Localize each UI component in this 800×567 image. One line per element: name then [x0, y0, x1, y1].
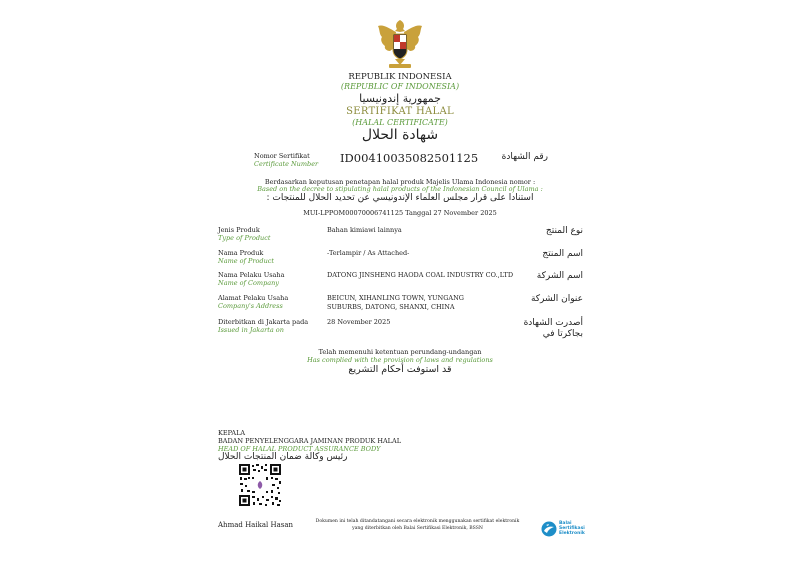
field-value-product-type: Bahan kimiawi lainnya	[327, 226, 402, 234]
decree-text: Berdasarkan keputusan penetapan halal produk Majelis Ulama Indonesia nomor :	[264, 178, 536, 186]
signatory-name: Ahmad Haikal Hasan	[218, 521, 294, 529]
field-label-issued-date: Diterbitkan di Jakarta pada Issued in Jakarta on	[218, 318, 309, 334]
country-name-ar: جمهورية إندونيسيا	[359, 92, 441, 105]
signatory-role: KEPALA	[218, 429, 246, 437]
field-label-product-type-ar: نوع المنتج	[545, 226, 583, 236]
electronic-signature-note: Dokumen ini telah ditandatangani secara elektronik menggunakan sertifikat elektronik yang diterbitkan oleh Balai Sertifikasi Elektronik, BSSN	[315, 519, 520, 531]
certificate-number-label-ar: رقم الشهادة	[501, 152, 548, 162]
field-label-company-name: Nama Pelaku Usaha Name of Company	[218, 271, 285, 287]
certificate-number-label: Nomor Sertifikat Certificate Number	[254, 152, 319, 168]
compliance-text: Telah memenuhi ketentuan perundang-undangan	[318, 348, 482, 356]
field-value-company-address: BEICUN, XIHANLING TOWN, YUNGANG SUBURBS, DATONG, SHANXI, CHINA	[327, 294, 464, 311]
field-label-company-name-ar: اسم الشركة	[536, 271, 583, 281]
field-label-product-name-ar: اسم المنتج	[542, 249, 583, 259]
decree-text-ar: استنادا على قرار مجلس العلماء الإندونيسي عن تحديد الحلال للمنتجات :	[266, 193, 534, 203]
decree-text-en: Based on the decree to stipulating halal products of the Indonesian Council of Ulama :	[257, 185, 543, 193]
compliance-text-en: Has complied with the provision of laws and regulations	[307, 356, 493, 364]
qr-code	[238, 463, 282, 507]
certificate-title: SERTIFIKAT HALAL	[346, 106, 454, 117]
field-label-company-address: Alamat Pelaku Usaha Company's Address	[218, 294, 289, 310]
bsre-logo-text: Balai Sertifikasi Elektronik	[559, 521, 585, 536]
field-value-product-name: -Terlampir / As Attached-	[327, 249, 410, 257]
field-label-product-type: Jenis Produk Type of Product	[218, 226, 271, 242]
certificate-title-ar: شهادة الحلال	[361, 127, 439, 143]
country-name: REPUBLIK INDONESIA	[348, 72, 452, 82]
country-name-en: (REPUBLIC OF INDONESIA)	[340, 82, 460, 91]
field-value-issued-date: 28 November 2025	[327, 318, 391, 326]
signatory-body-en: HEAD OF HALAL PRODUCT ASSURANCE BODY	[218, 445, 381, 453]
certificate-title-en: (HALAL CERTIFICATE)	[352, 118, 448, 127]
field-value-company-name: DATONG JINSHENG HAODA COAL INDUSTRY CO.,LTD	[327, 271, 514, 279]
bsre-logo-icon	[541, 521, 557, 537]
compliance-text-ar: قد استوفت أحكام التشريع	[348, 364, 452, 375]
decree-reference: MUI-LPPOM00070006741125 Tanggal 27 November 2025	[303, 209, 497, 217]
signatory-body-ar: رئيس وكالة ضمان المنتجات الحلال	[218, 452, 348, 462]
field-label-company-address-ar: عنوان الشركة	[530, 294, 583, 304]
field-label-product-name: Nama Produk Name of Product	[218, 249, 275, 265]
certificate-number: ID00410035082501125	[340, 151, 479, 165]
garuda-emblem-icon	[375, 18, 425, 70]
signatory-body: BADAN PENYELENGGARA JAMINAN PRODUK HALAL	[218, 437, 402, 445]
field-label-issued-date-ar: أصدرت الشهادة بجاكرتا في	[523, 318, 583, 339]
